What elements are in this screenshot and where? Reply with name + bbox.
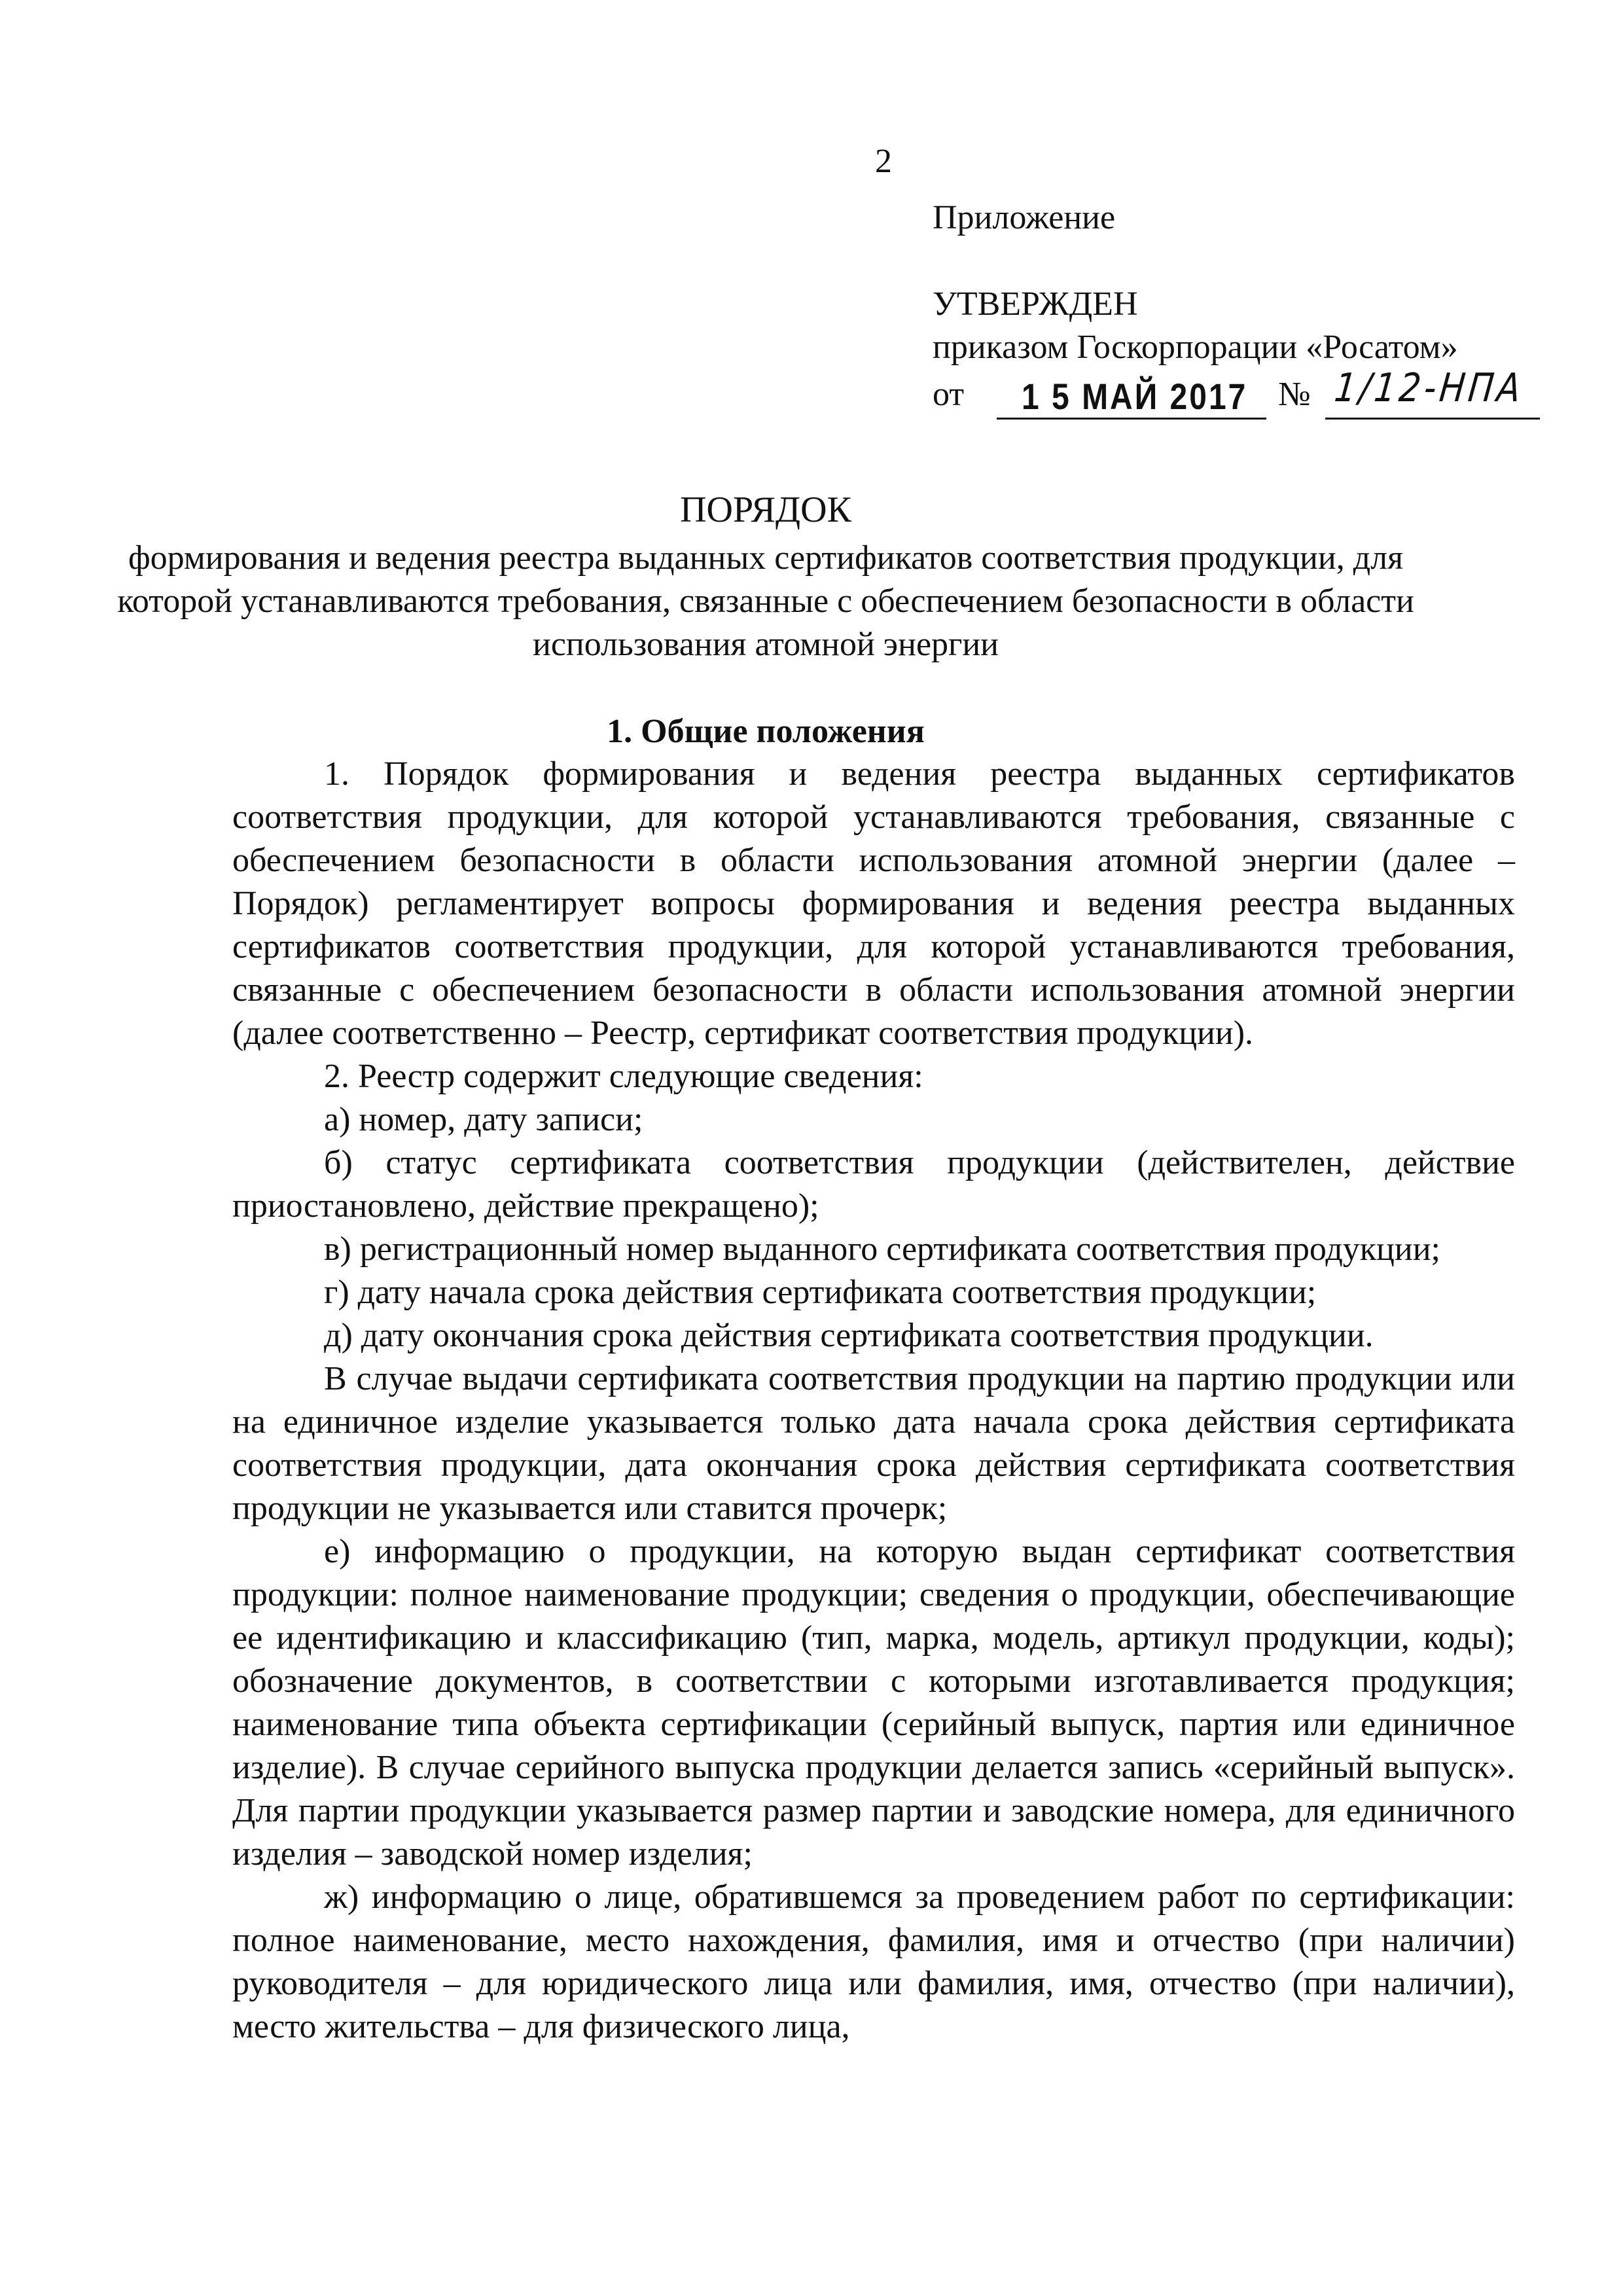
order-date-number-line (933, 365, 1541, 422)
document-subtitle: формирования и ведения реестра выданных сертификатов соответствия продукции, для которой устанавливаются требования, связанные с обеспечением безопасности в области использования атомной энергии (117, 539, 1414, 663)
paragraph-item-e: е) информацию о продукции, на которую выдан сертификат соответствия продукции: полное наименование продукции; сведения о продукции, обеспечивающие ее идентификацию и классификацию (тип, марка, модель, артикул продукции, коды); обозначение документов, в соответствии с которыми изготавливается продукция; наименование типа объекта сертификации (серийный выпуск, партия или единичное изделие). В случае серийного выпуска продукции делается запись «серийный выпуск». Для партии продукции указывается размер партии и заводские номера, для единичного изделия – заводской номер изделия; (232, 1533, 1515, 1873)
order-date-field (997, 369, 1266, 420)
from-label: от (933, 376, 965, 413)
paragraph-item-g: г) дату начала срока действия сертификата соответствия продукции; (324, 1274, 1317, 1311)
paragraph-note: В случае выдачи сертификата соответствия продукции на партию продукции или на единичное изделие указывается только дата начала срока действия сертификата соответствия продукции, дата окончания срока действия сертификата соответствия продукции не указывается или ставится прочерк; (232, 1360, 1515, 1527)
appendix-label: Приложение (933, 199, 1116, 236)
date-stamp: 1 5 МАЙ 2017 (1022, 377, 1248, 418)
paragraph-item-a: а) номер, дату записи; (324, 1101, 643, 1138)
approved-label: УТВЕРЖДЕН (933, 285, 1138, 323)
paragraph-item-d: д) дату окончания срока действия сертификата соответствия продукции. (324, 1317, 1374, 1354)
document-title: ПОРЯДОК (680, 490, 851, 530)
body-text (232, 753, 1515, 2049)
paragraph-2: 2. Реестр содержит следующие сведения: (324, 1058, 923, 1095)
section-heading: 1. Общие положения (607, 713, 925, 750)
paragraph-1: 1. Порядок формирования и ведения реестра выданных сертификатов соответствия продукции, для которой устанавливаются требования, связанные с обеспечением безопасности в области использования атомной энергии (далее – Порядок) регламентирует вопросы формирования и ведения реестра выданных сертификатов соответствия продукции, для которой устанавливаются требования, связанные с обеспечением безопасности в области использования атомной энергии (далее соответственно – Реестр, сертификат соответствия продукции). (232, 755, 1515, 1052)
order-number-field (1325, 365, 1540, 420)
number-label: № (1278, 376, 1311, 413)
order-number-handwritten: 1/12-НПА (1332, 365, 1526, 411)
approval-block (933, 196, 1541, 422)
paragraph-item-b: б) статус сертификата соответствия продукции (действителен, действие приостановлено, действие прекращено); (232, 1144, 1515, 1225)
paragraph-item-v: в) регистрационный номер выданного сертификата соответствия продукции; (324, 1230, 1440, 1268)
paragraph-item-zh: ж) информацию о лице, обратившемся за проведением работ по сертификации: полное наименование, место нахождения, фамилия, имя и отчество (при наличии) руководителя – для юридического лица или фамилия, имя, отчество (при наличии), место жительства – для физического лица, (232, 1878, 1515, 2045)
page-number: 2 (875, 143, 892, 180)
order-label: приказом Госкорпорации «Росатом» (933, 329, 1458, 366)
